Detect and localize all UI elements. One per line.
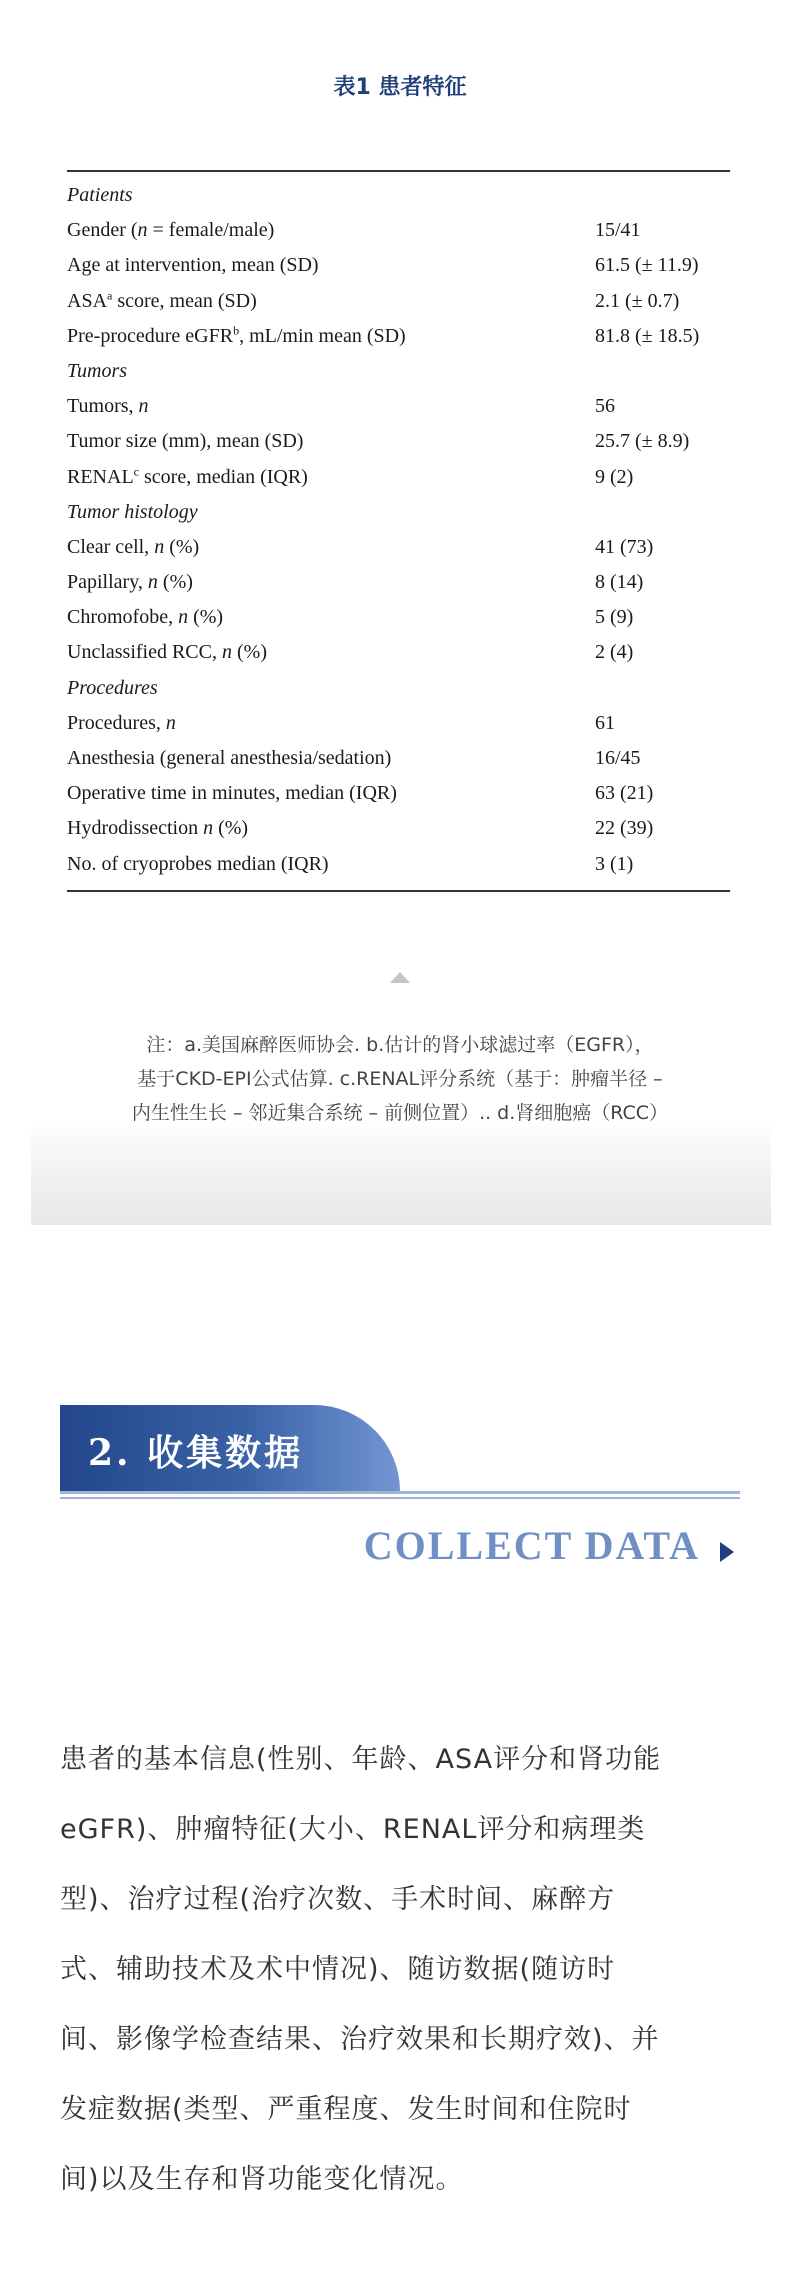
row-value: 16/45	[595, 747, 641, 769]
row-value: 8 (14)	[595, 571, 644, 594]
footnote-line: 注：a.美国麻醉医师协会. b.估计的肾小球滤过率（EGFR），	[146, 1034, 654, 1056]
table-row	[67, 741, 730, 776]
table-row	[67, 847, 730, 882]
row-label: Clear cell, n (%)	[67, 535, 200, 558]
row-label: Hydrodissection n (%)	[67, 817, 249, 840]
table-row	[67, 706, 730, 741]
table-title: 表1 患者特征	[333, 75, 467, 100]
table-row	[67, 776, 730, 811]
row-value: 56	[595, 395, 615, 418]
paragraph-line: 患者的基本信息(性别、年龄、ASA评分和肾功能	[60, 1744, 662, 1775]
row-value: 61.5 (± 11.9)	[595, 254, 699, 277]
row-value: 3 (1)	[595, 852, 634, 875]
row-label: Patients	[67, 184, 133, 206]
paragraph-line: 发症数据(类型、严重程度、发生时间和住院时	[60, 2094, 632, 2125]
row-label: Procedures	[67, 676, 158, 699]
table-row	[67, 635, 730, 670]
row-label: Unclassified RCC, n (%)	[67, 641, 267, 664]
table-row	[67, 248, 730, 283]
row-label: Procedures, n	[67, 711, 176, 734]
row-label: Gender (n = female/male)	[67, 219, 275, 242]
row-label: Age at intervention, mean (SD)	[67, 254, 319, 277]
row-value: 25.7 (± 8.9)	[595, 430, 690, 453]
table-section-row	[67, 495, 730, 530]
row-value: 41 (73)	[595, 535, 654, 558]
section-english-title: COLLECT DATA	[363, 1523, 700, 1568]
table-row	[67, 213, 730, 248]
table-row	[67, 565, 730, 600]
table-row	[67, 319, 730, 354]
table-row	[67, 389, 730, 424]
footnote-line: 内生性生长 – 邻近集合系统 – 前侧位置）.. d.肾细胞癌（RCC）	[131, 1102, 669, 1124]
table-row	[67, 284, 730, 319]
table-row	[67, 424, 730, 459]
row-label: Chromofobe, n (%)	[67, 606, 224, 629]
row-value: 15/41	[595, 219, 641, 242]
row-value: 81.8 (± 18.5)	[595, 324, 700, 347]
table-footnote	[60, 1028, 740, 1130]
collapse-arrow-icon[interactable]	[390, 972, 410, 983]
patient-characteristics-table	[67, 170, 730, 892]
row-label: ASA$^a$ score, mean (SD)	[67, 287, 257, 312]
row-label: Operative time in minutes, median (IQR)	[67, 782, 397, 805]
section-divider	[60, 1497, 740, 1499]
paragraph-line: 式、辅助技术及术中情况)、随访数据(随访时	[60, 1954, 616, 1985]
paragraph-line: 间)以及生存和肾功能变化情况。	[60, 2164, 464, 2195]
table-row	[67, 600, 730, 635]
row-label: Pre-procedure eGFR$^b$, mL/min mean (SD)	[67, 323, 406, 347]
row-value: 9 (2)	[595, 465, 634, 488]
paragraph-line: eGFR)、肿瘤特征(大小、RENAL评分和病理类	[60, 1814, 646, 1845]
table-row	[67, 530, 730, 565]
body-paragraph	[60, 1725, 750, 2215]
table-section-row	[67, 671, 730, 706]
section-title: 2. 收集数据	[88, 1432, 304, 1474]
play-triangle-icon	[720, 1542, 734, 1562]
paragraph-line: 型)、治疗过程(治疗次数、手术时间、麻醉方	[60, 1884, 616, 1915]
row-value: 2 (4)	[595, 641, 634, 664]
section-divider	[60, 1491, 740, 1494]
row-label: RENAL$^c$ score, median (IQR)	[67, 463, 308, 488]
row-label: Anesthesia (general anesthesia/sedation)	[67, 747, 392, 769]
table-row	[67, 460, 730, 495]
paragraph-line: 间、影像学检查结果、治疗效果和长期疗效)、并	[60, 2024, 660, 2055]
row-label: Tumor histology	[67, 500, 198, 523]
row-value: 5 (9)	[595, 606, 634, 629]
row-value: 2.1 (± 0.7)	[595, 289, 680, 312]
footnote-line: 基于CKD-EPI公式估算. c.RENAL评分系统（基于：肿瘤半径 –	[137, 1068, 663, 1090]
row-value: 22 (39)	[595, 817, 654, 840]
table-row	[67, 811, 730, 846]
table-section-row	[67, 354, 730, 389]
row-label: Tumors	[67, 359, 128, 382]
row-value: 63 (21)	[595, 782, 654, 805]
row-label: Papillary, n (%)	[67, 571, 193, 594]
row-label: Tumors, n	[67, 395, 149, 418]
row-label: Tumor size (mm), mean (SD)	[67, 430, 304, 453]
row-label: No. of cryoprobes median (IQR)	[67, 852, 329, 875]
table-section-row	[67, 178, 730, 213]
row-value: 61	[595, 711, 615, 734]
